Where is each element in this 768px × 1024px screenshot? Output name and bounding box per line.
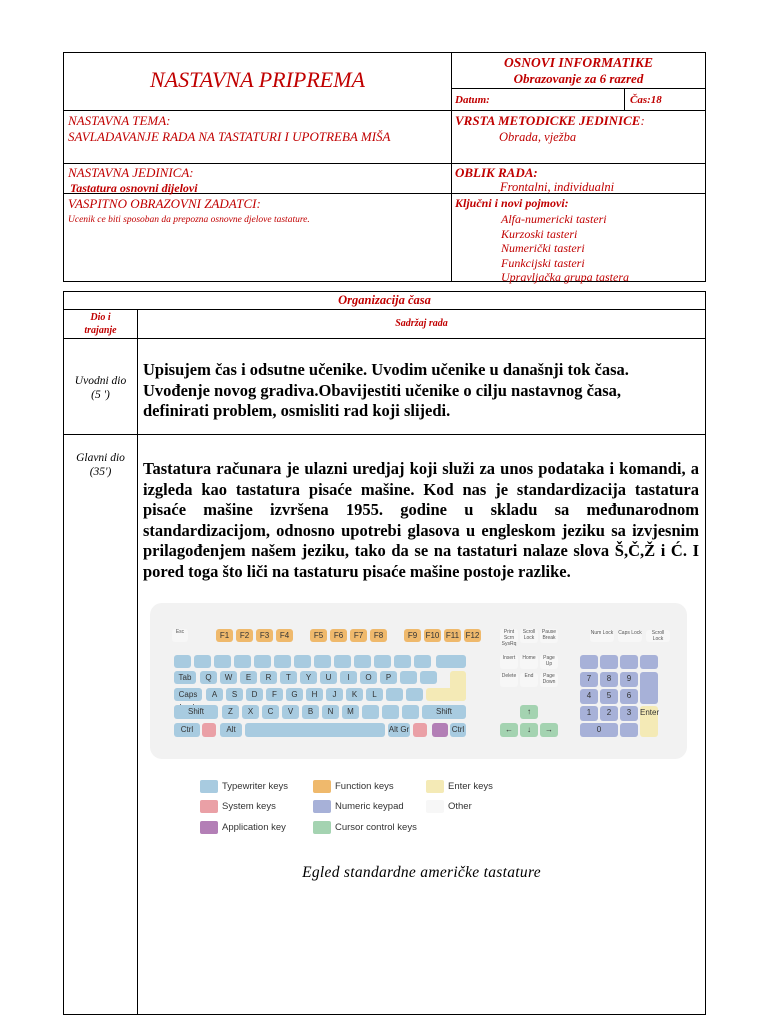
key-letter: O — [360, 671, 377, 684]
unit-label: NASTAVNA JEDINICA: — [68, 165, 194, 180]
lock-indicator: Caps Lock — [618, 630, 642, 642]
key-system: Pause Break — [541, 629, 557, 641]
key-system: Print Scrn SysRq — [501, 629, 517, 647]
key-letter: R — [260, 671, 277, 684]
legend-swatch — [200, 780, 218, 793]
intro-label — [64, 374, 137, 402]
key-function: F12 — [465, 631, 480, 640]
key-ctrl-right: Ctrl — [450, 723, 466, 737]
method-value: Obrada, vježba — [499, 130, 577, 144]
key-enter — [426, 688, 466, 701]
key-typewriter — [294, 655, 311, 668]
key-letter: P — [380, 671, 397, 684]
legend-swatch — [313, 780, 331, 793]
legend-label: Enter keys — [448, 781, 493, 792]
key-caps-lock: Caps — [174, 688, 202, 701]
legend-swatch — [200, 821, 218, 834]
key-letter: N — [322, 705, 339, 719]
key-numpad: 2 — [600, 706, 618, 721]
key-letter: H — [306, 688, 323, 701]
key-function: F11 — [445, 631, 460, 640]
key-numpad: 5 — [600, 689, 618, 704]
key-arrow-down: ↓ — [520, 723, 538, 737]
key-typewriter — [174, 655, 191, 668]
keyword-item: Kurzoski tasteri — [501, 226, 578, 241]
key-letter: V — [282, 705, 299, 719]
key-navigation: End — [520, 673, 538, 687]
goals-value: Ucenik ce biti sposoban da prepozna osnovne djelove tastature. — [68, 215, 310, 225]
key-ctrl-left: Ctrl — [174, 723, 200, 737]
key-letter: D — [246, 688, 263, 701]
topic-value: SAVLADAVANJE RADA NA TASTATURI I UPOTREBA MIŠA — [68, 129, 391, 144]
key-function: F3 — [256, 629, 273, 642]
method-label-colon: : — [640, 113, 645, 128]
keyboard-diagram — [150, 603, 687, 759]
key-alt-gr: Alt Gr — [388, 723, 410, 737]
key-function: F4 — [276, 629, 293, 642]
column-header-part: Dio i trajanje — [84, 312, 117, 336]
key-typewriter — [334, 655, 351, 668]
key-backspace — [436, 655, 466, 668]
form-label: OBLIK RADA: — [455, 165, 538, 180]
key-numpad: 6 — [620, 689, 638, 704]
keywords-list — [501, 212, 629, 285]
legend-label: Cursor control keys — [335, 822, 417, 833]
page-title: NASTAVNA PRIPREMA — [150, 67, 365, 92]
legend-label: System keys — [222, 801, 276, 812]
key-shift-left: Shift — [174, 705, 218, 719]
key-letter: C — [262, 705, 279, 719]
keywords-label: Ključni i novi pojmovi: — [455, 196, 569, 210]
key-arrow-up: ↑ — [520, 705, 538, 719]
key-numpad: 3 — [620, 706, 638, 721]
key-function: F10 — [425, 631, 440, 640]
key-windows — [413, 723, 427, 737]
key-numpad-zero: 0 — [580, 723, 618, 737]
key-typewriter — [234, 655, 251, 668]
key-letter: T — [280, 671, 297, 684]
period-label: Čas:18 — [630, 94, 662, 106]
legend-swatch — [313, 821, 331, 834]
key-numpad: 1 — [580, 706, 598, 721]
goals-label: VASPITNO OBRAZOVNI ZADATCI: — [68, 196, 261, 211]
method-label-text: VRSTA METODICKE JEDINICE — [455, 113, 641, 128]
key-letter: A — [206, 688, 223, 701]
key-typewriter — [382, 705, 399, 719]
key-typewriter — [414, 655, 431, 668]
key-function: F7 — [350, 629, 367, 642]
key-letter: L — [366, 688, 383, 701]
intro-label-text: Uvodni dio — [74, 375, 127, 387]
key-function: F1 — [216, 629, 233, 642]
unit-value: Tastatura osnovni dijelovi — [70, 181, 198, 195]
main-label — [64, 451, 137, 479]
key-shift-right: Shift — [422, 705, 466, 719]
key-function: F2 — [236, 629, 253, 642]
legend-label: Other — [448, 801, 472, 812]
key-typewriter — [386, 688, 403, 701]
form-value: Frontalni, individualni — [500, 180, 615, 194]
intro-text: Upisujem čas i odsutne učenike. Uvodim učenike u današnji tok časa. Uvođenje novog gradiva.Obavijestiti učenike o cilju nastavnog časa, definirati problem, osmisliti rad koji slijedi. — [143, 360, 629, 420]
organization-title: Organizacija časa — [338, 293, 431, 307]
key-typewriter — [214, 655, 231, 668]
key-letter: W — [220, 671, 237, 684]
key-letter: I — [340, 671, 357, 684]
key-typewriter — [400, 671, 417, 684]
key-numpad: 7 — [580, 672, 598, 687]
key-letter: K — [346, 688, 363, 701]
key-letter: M — [342, 705, 359, 719]
key-numpad-enter: Enter — [640, 706, 658, 737]
key-numpad-plus — [640, 672, 658, 704]
key-navigation: Home — [520, 655, 538, 669]
key-numpad — [640, 655, 658, 669]
subject: OSNOVI INFORMATIKE — [504, 55, 653, 70]
key-function: F8 — [370, 629, 387, 642]
keyword-item: Funkcijski tasteri — [501, 255, 585, 270]
key-navigation: Page Down — [540, 673, 558, 687]
legend-label: Function keys — [335, 781, 394, 792]
legend-label: Application key — [222, 822, 286, 833]
key-numpad — [600, 655, 618, 669]
key-menu — [432, 723, 448, 737]
lock-indicator: Scroll Lock — [646, 630, 670, 642]
key-function: F6 — [330, 629, 347, 642]
key-system: Scroll Lock — [520, 629, 538, 643]
legend-swatch — [426, 800, 444, 813]
key-typewriter — [194, 655, 211, 668]
key-typewriter — [420, 671, 437, 684]
key-typewriter — [406, 688, 423, 701]
key-letter: Y — [300, 671, 317, 684]
key-typewriter — [362, 705, 379, 719]
key-letter: S — [226, 688, 243, 701]
key-numpad: 4 — [580, 689, 598, 704]
method-label — [455, 113, 645, 129]
keyword-item: Numerički tasteri — [501, 241, 585, 255]
key-navigation: Delete — [500, 673, 518, 687]
key-navigation: Insert — [500, 655, 518, 669]
lock-indicator: Num Lock — [590, 630, 614, 642]
key-letter: G — [286, 688, 303, 701]
key-letter: X — [242, 705, 259, 719]
intro-time: (5 ') — [91, 389, 110, 401]
legend-swatch — [426, 780, 444, 793]
key-esc: Esc — [172, 629, 188, 642]
keyword-item: Upravljačka grupa tastera — [501, 270, 629, 284]
legend-swatch — [313, 800, 331, 813]
key-numpad: 8 — [600, 672, 618, 687]
key-typewriter — [402, 705, 419, 719]
key-alt: Alt — [220, 723, 242, 737]
key-arrow-left: ← — [500, 723, 518, 737]
legend-label: Numeric keypad — [335, 801, 404, 812]
key-typewriter — [394, 655, 411, 668]
lesson-header-table — [63, 52, 706, 282]
key-typewriter — [314, 655, 331, 668]
key-arrow-right: → — [540, 723, 558, 737]
key-letter: F — [266, 688, 283, 701]
key-tab: Tab — [174, 671, 196, 684]
key-typewriter — [254, 655, 271, 668]
key-letter: E — [240, 671, 257, 684]
keyword-item: Alfa-numericki tasteri — [501, 212, 607, 226]
key-typewriter — [374, 655, 391, 668]
legend-label: Typewriter keys — [222, 781, 288, 792]
date-label: Datum: — [455, 94, 490, 106]
key-windows — [202, 723, 216, 737]
key-letter: Q — [200, 671, 217, 684]
keyboard-caption: Egled standardne američke tastature — [302, 864, 541, 881]
main-time: (35') — [89, 466, 112, 478]
key-numpad: 9 — [620, 672, 638, 687]
key-typewriter — [354, 655, 371, 668]
topic-label: NASTAVNA TEMA: — [68, 113, 171, 128]
grade: Obrazovanje za 6 razred — [513, 71, 644, 86]
key-function: F5 — [310, 629, 327, 642]
key-letter: B — [302, 705, 319, 719]
column-header-content: Sadržaj rada — [395, 318, 448, 329]
key-letter: U — [320, 671, 337, 684]
key-typewriter — [274, 655, 291, 668]
key-numpad — [620, 723, 638, 737]
main-text: Tastatura računara je ulazni uredjaj koji služi za unos podataka i komandi, a izgleda kao tastatura pisaće mašine. Kod nas je standardizacija tastatura pisaće mašine izvršena 1955. godine u skladu sa međunarodnom standardizacijom, odnosno upotrebi glasova u engleskom jeziku sa izvjesnim prilagođenjem našem jeziku, tako da se na tastaturi nalaze slova Š,Č,Ž i Ć. I pored toga što liči na tastaturu pisaće mašine postoje razlike. — [143, 459, 699, 581]
legend-swatch — [200, 800, 218, 813]
key-numpad — [580, 655, 598, 669]
key-function: F9 — [404, 629, 421, 642]
key-numpad — [620, 655, 638, 669]
key-navigation: Page Up — [540, 655, 558, 669]
key-letter: J — [326, 688, 343, 701]
main-label-text: Glavni dio — [76, 452, 125, 464]
key-letter: Z — [222, 705, 239, 719]
key-space — [245, 723, 385, 737]
